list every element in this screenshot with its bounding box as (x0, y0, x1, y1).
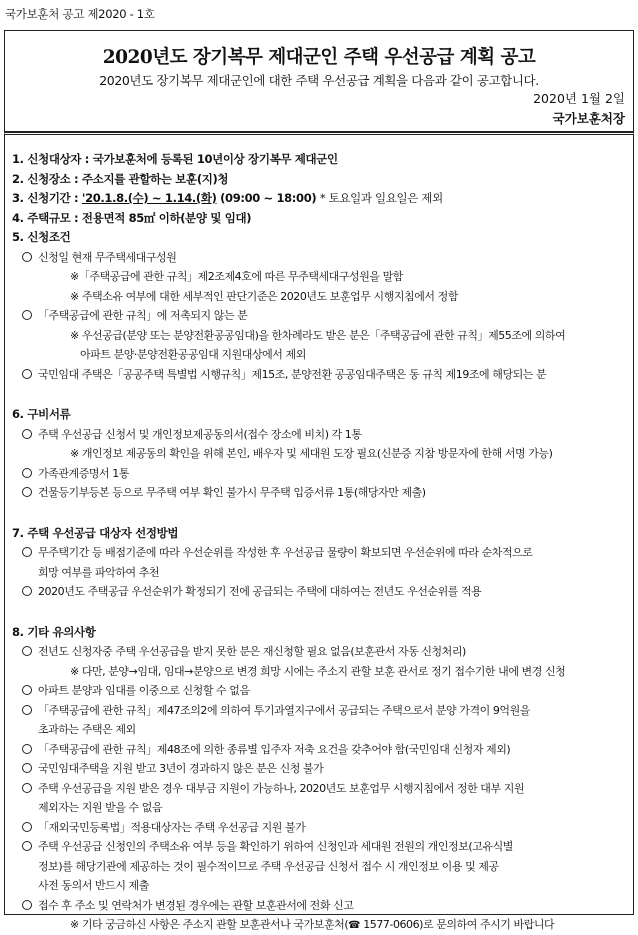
note-line: ※「주택공급에 관한 규칙」제2조제4호에 따른 무주택세대구성원을 말함 (70, 270, 403, 283)
list-item: 주택 우선공급 신청인의 주택소유 여부 등을 확인하기 위하여 신청인과 세대원 전원의 개인정보(고유식별 (12, 837, 629, 857)
list-item: 「주택공급에 관한 규칙」제48조에 의한 종류별 입주자 저축 요건을 갖추어야 함(국민임대 신청자 제외) (12, 740, 629, 760)
list-item: 「주택공급에 관한 규칙」에 저촉되지 않는 분 (12, 306, 629, 326)
continuation-line: 사전 동의서 반드시 제출 (38, 879, 149, 892)
section-5-heading: 5. 신청조건 (12, 230, 71, 244)
section-applicant: 1. 신청대상자 : 국가보훈처에 등록된 10년이상 장기복무 제대군인 (12, 152, 338, 166)
list-item: 아파트 분양과 임대를 이중으로 신청할 수 없음 (12, 681, 629, 701)
contact-note: ※ 기타 궁금하신 사항은 주소지 관할 보훈관서나 국가보훈처(☎ 1577-0606)로 문의하여 주시기 바랍니다 (12, 915, 629, 935)
circle-bullet-icon (22, 705, 32, 715)
continuation-line: 초과하는 주택은 제외 (38, 723, 136, 736)
list-item: 주택 우선공급 신청서 및 개인정보제공동의서(접수 장소에 비치) 각 1통 (12, 425, 629, 445)
subtitle: 2020년도 장기복무 제대군인에 대한 주택 우선공급 계획을 다음과 같이 공고합니다. (99, 73, 539, 88)
circle-bullet-icon (22, 646, 32, 656)
note-line: ※ 주택소유 여부에 대한 세부적인 판단기준은 2020년도 보훈업무 시행지침에서 정함 (70, 289, 459, 303)
continuation-line: 정보)를 해당기관에 제공하는 것이 필수적이므로 주택 우선공급 신청서 접수 시 개인정보 이용 및 제공 (38, 859, 499, 873)
list-item: 「재외국민등록법」적용대상자는 주택 우선공급 지원 불가 (12, 818, 629, 838)
title-box (4, 30, 634, 132)
section-6-heading: 6. 구비서류 (12, 407, 71, 421)
circle-bullet-icon (22, 586, 32, 596)
circle-bullet-icon (22, 685, 32, 695)
list-item: 건물등기부등본 등으로 무주택 여부 확인 불가시 무주택 입증서류 1통(해당자만 제출) (12, 483, 629, 503)
continuation-line: 희망 여부를 파악하여 추천 (38, 565, 160, 579)
notice-number: 국가보훈처 공고 제2020 - 1호 (5, 7, 155, 21)
circle-bullet-icon (22, 429, 32, 439)
list-item: 주택 우선공급을 지원 받은 경우 대부금 지원이 가능하나, 2020년도 보훈업무 시행지침에서 정한 대부 지원 (12, 779, 629, 799)
circle-bullet-icon (22, 468, 32, 478)
continuation-line: 제외자는 지원 받을 수 없음 (38, 801, 163, 814)
section-8-heading: 8. 기타 유의사항 (12, 624, 96, 639)
note-line: ※ 다만, 분양→임대, 임대→분양으로 변경 희망 시에는 주소지 관할 보훈 관서로 정기 접수기한 내에 변경 신청 (70, 664, 566, 678)
circle-bullet-icon (22, 763, 32, 773)
notice-body (4, 132, 634, 931)
page-title: 2020년도 장기복무 제대군인 주택 우선공급 계획 공고 (102, 47, 536, 68)
period-dates: '20.1.8.(수) ~ 1.14.(화) (81, 191, 217, 205)
section-7-heading: 7. 주택 우선공급 대상자 선정방법 (12, 525, 179, 540)
circle-bullet-icon (22, 369, 32, 379)
list-item: 접수 후 주소 및 연락처가 변경된 경우에는 관할 보훈관서에 전화 신고 (12, 896, 629, 916)
list-item: 국민임대주택을 지원 받고 3년이 경과하지 않은 분은 신청 불가 (12, 759, 629, 779)
circle-bullet-icon (22, 900, 32, 910)
section-period: 3. 신청기간 : '20.1.8.(수) ~ 1.14.(화) (09:00 ~ 18:00) * 토요일과 일요일은 제외 (12, 191, 443, 205)
signer: 국가보훈처장 (552, 111, 625, 126)
circle-bullet-icon (22, 783, 32, 793)
circle-bullet-icon (22, 744, 32, 754)
list-item: 2020년도 주택공급 우선순위가 확정되기 전에 공급되는 주택에 대하여는 전년도 우선순위를 적용 (12, 582, 629, 602)
circle-bullet-icon (22, 841, 32, 851)
list-item: 가족관계증명서 1통 (12, 464, 629, 484)
list-item: 신청일 현재 무주택세대구성원 (12, 248, 629, 268)
announcement-date: 2020년 1월 2일 (533, 91, 625, 106)
list-item: 전년도 신청자중 주택 우선공급을 받지 못한 분은 재신청할 필요 없음(보훈관서 자동 신청처리) (12, 642, 629, 662)
circle-bullet-icon (22, 822, 32, 832)
note-line: ※ 우선공급(분양 또는 분양전환공공임대)을 한차례라도 받은 분은「주택공급에 관한 규칙」제55조에 의하여 (70, 328, 566, 342)
circle-bullet-icon (22, 252, 32, 262)
phone-icon: ☎ (348, 920, 361, 931)
circle-bullet-icon (22, 487, 32, 497)
section-size: 4. 주택규모 : 전용면적 85㎡ 이하(분양 및 임대) (12, 210, 252, 225)
circle-bullet-icon (22, 547, 32, 557)
section-place: 2. 신청장소 : 주소지를 관할하는 보훈(지)청 (12, 171, 229, 186)
list-item: 국민임대 주택은「공공주택 특별법 시행규칙」제15조, 분양전환 공공임대주택은 동 규칙 제19조에 해당되는 분 (12, 365, 629, 385)
note-line: 아파트 분양·분양전환공공임대 지원대상에서 제외 (80, 348, 306, 361)
note-line: ※ 개인정보 제공동의 확인을 위해 본인, 배우자 및 세대원 도장 필요(신분증 지참 방문자에 한해 서명 가능) (70, 447, 553, 460)
list-item: 「주택공급에 관한 규칙」제47조의2에 의하여 투기과열지구에서 공급되는 주택으로서 분양 가격이 9억원을 (12, 701, 629, 721)
list-item: 무주택기간 등 배점기준에 따라 우선순위를 작성한 후 우선공급 물량이 확보되면 우선순위에 따라 순차적으로 (12, 543, 629, 563)
circle-bullet-icon (22, 310, 32, 320)
